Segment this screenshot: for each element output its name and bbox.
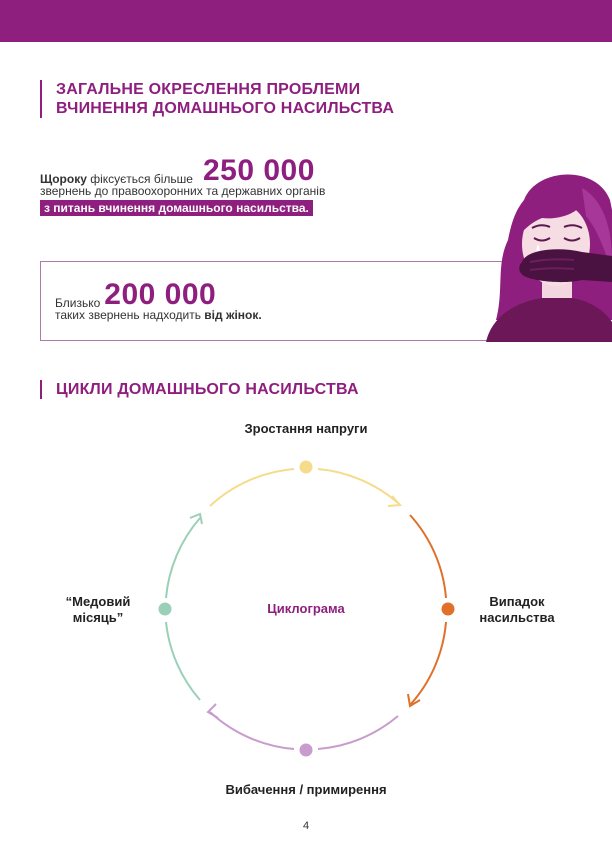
stat-description: звернень до правоохоронних та державних органів <box>40 184 326 198</box>
section-heading-general <box>40 80 394 118</box>
stat-number-200000: 200 000 <box>104 278 217 311</box>
arc-bottom-left <box>210 712 294 749</box>
cycle-label-reconciliation: Вибачення / примирення <box>225 782 387 797</box>
arc-right-upper <box>410 515 446 598</box>
section-heading-line2: ВЧИНЕННЯ ДОМАШНЬОГО НАСИЛЬСТВА <box>56 100 395 117</box>
arc-right-lower <box>410 622 446 705</box>
arc-left-lower <box>166 622 200 700</box>
cycle-center-label: Циклограма <box>267 601 345 616</box>
cycle-label-violence-line1: Випадок <box>489 594 545 609</box>
arc-top-right <box>318 469 398 503</box>
woman-covered-mouth-illustration <box>486 170 612 342</box>
arrowhead-bottom <box>208 704 218 718</box>
arc-bottom-right <box>318 716 398 749</box>
top-band <box>0 0 612 42</box>
stat-highlight: з питань вчинення домашнього насильства. <box>40 200 313 216</box>
page-number: 4 <box>302 820 310 832</box>
cycle-label-violence <box>462 594 572 626</box>
section-heading-cycles: ЦИКЛИ ДОМАШНЬОГО НАСИЛЬСТВА <box>40 380 359 399</box>
stat-number-250000: 250 000 <box>202 154 315 187</box>
stat2-prefix: Близько <box>55 296 101 310</box>
stat-annual-appeals <box>40 156 460 217</box>
cycle-label-tension: Зростання напруги <box>244 421 368 436</box>
stat2-description-bold: від жінок. <box>204 308 262 322</box>
stat-prefix-bold: Щороку <box>40 172 87 186</box>
cycle-label-honeymoon-line2: місяць” <box>72 610 124 625</box>
arc-left-upper <box>166 518 200 598</box>
stat2-description: таких звернень надходить <box>55 308 205 322</box>
cycle-label-violence-line2: насильства <box>479 610 555 625</box>
cycle-label-honeymoon-line1: “Медовий <box>65 594 131 609</box>
cycle-label-honeymoon <box>48 594 148 626</box>
section-heading-line1: ЗАГАЛЬНЕ ОКРЕСЛЕННЯ ПРОБЛЕМИ <box>56 81 361 98</box>
stat-prefix-text: фіксується більше <box>86 172 193 186</box>
arc-top-left <box>210 469 294 506</box>
